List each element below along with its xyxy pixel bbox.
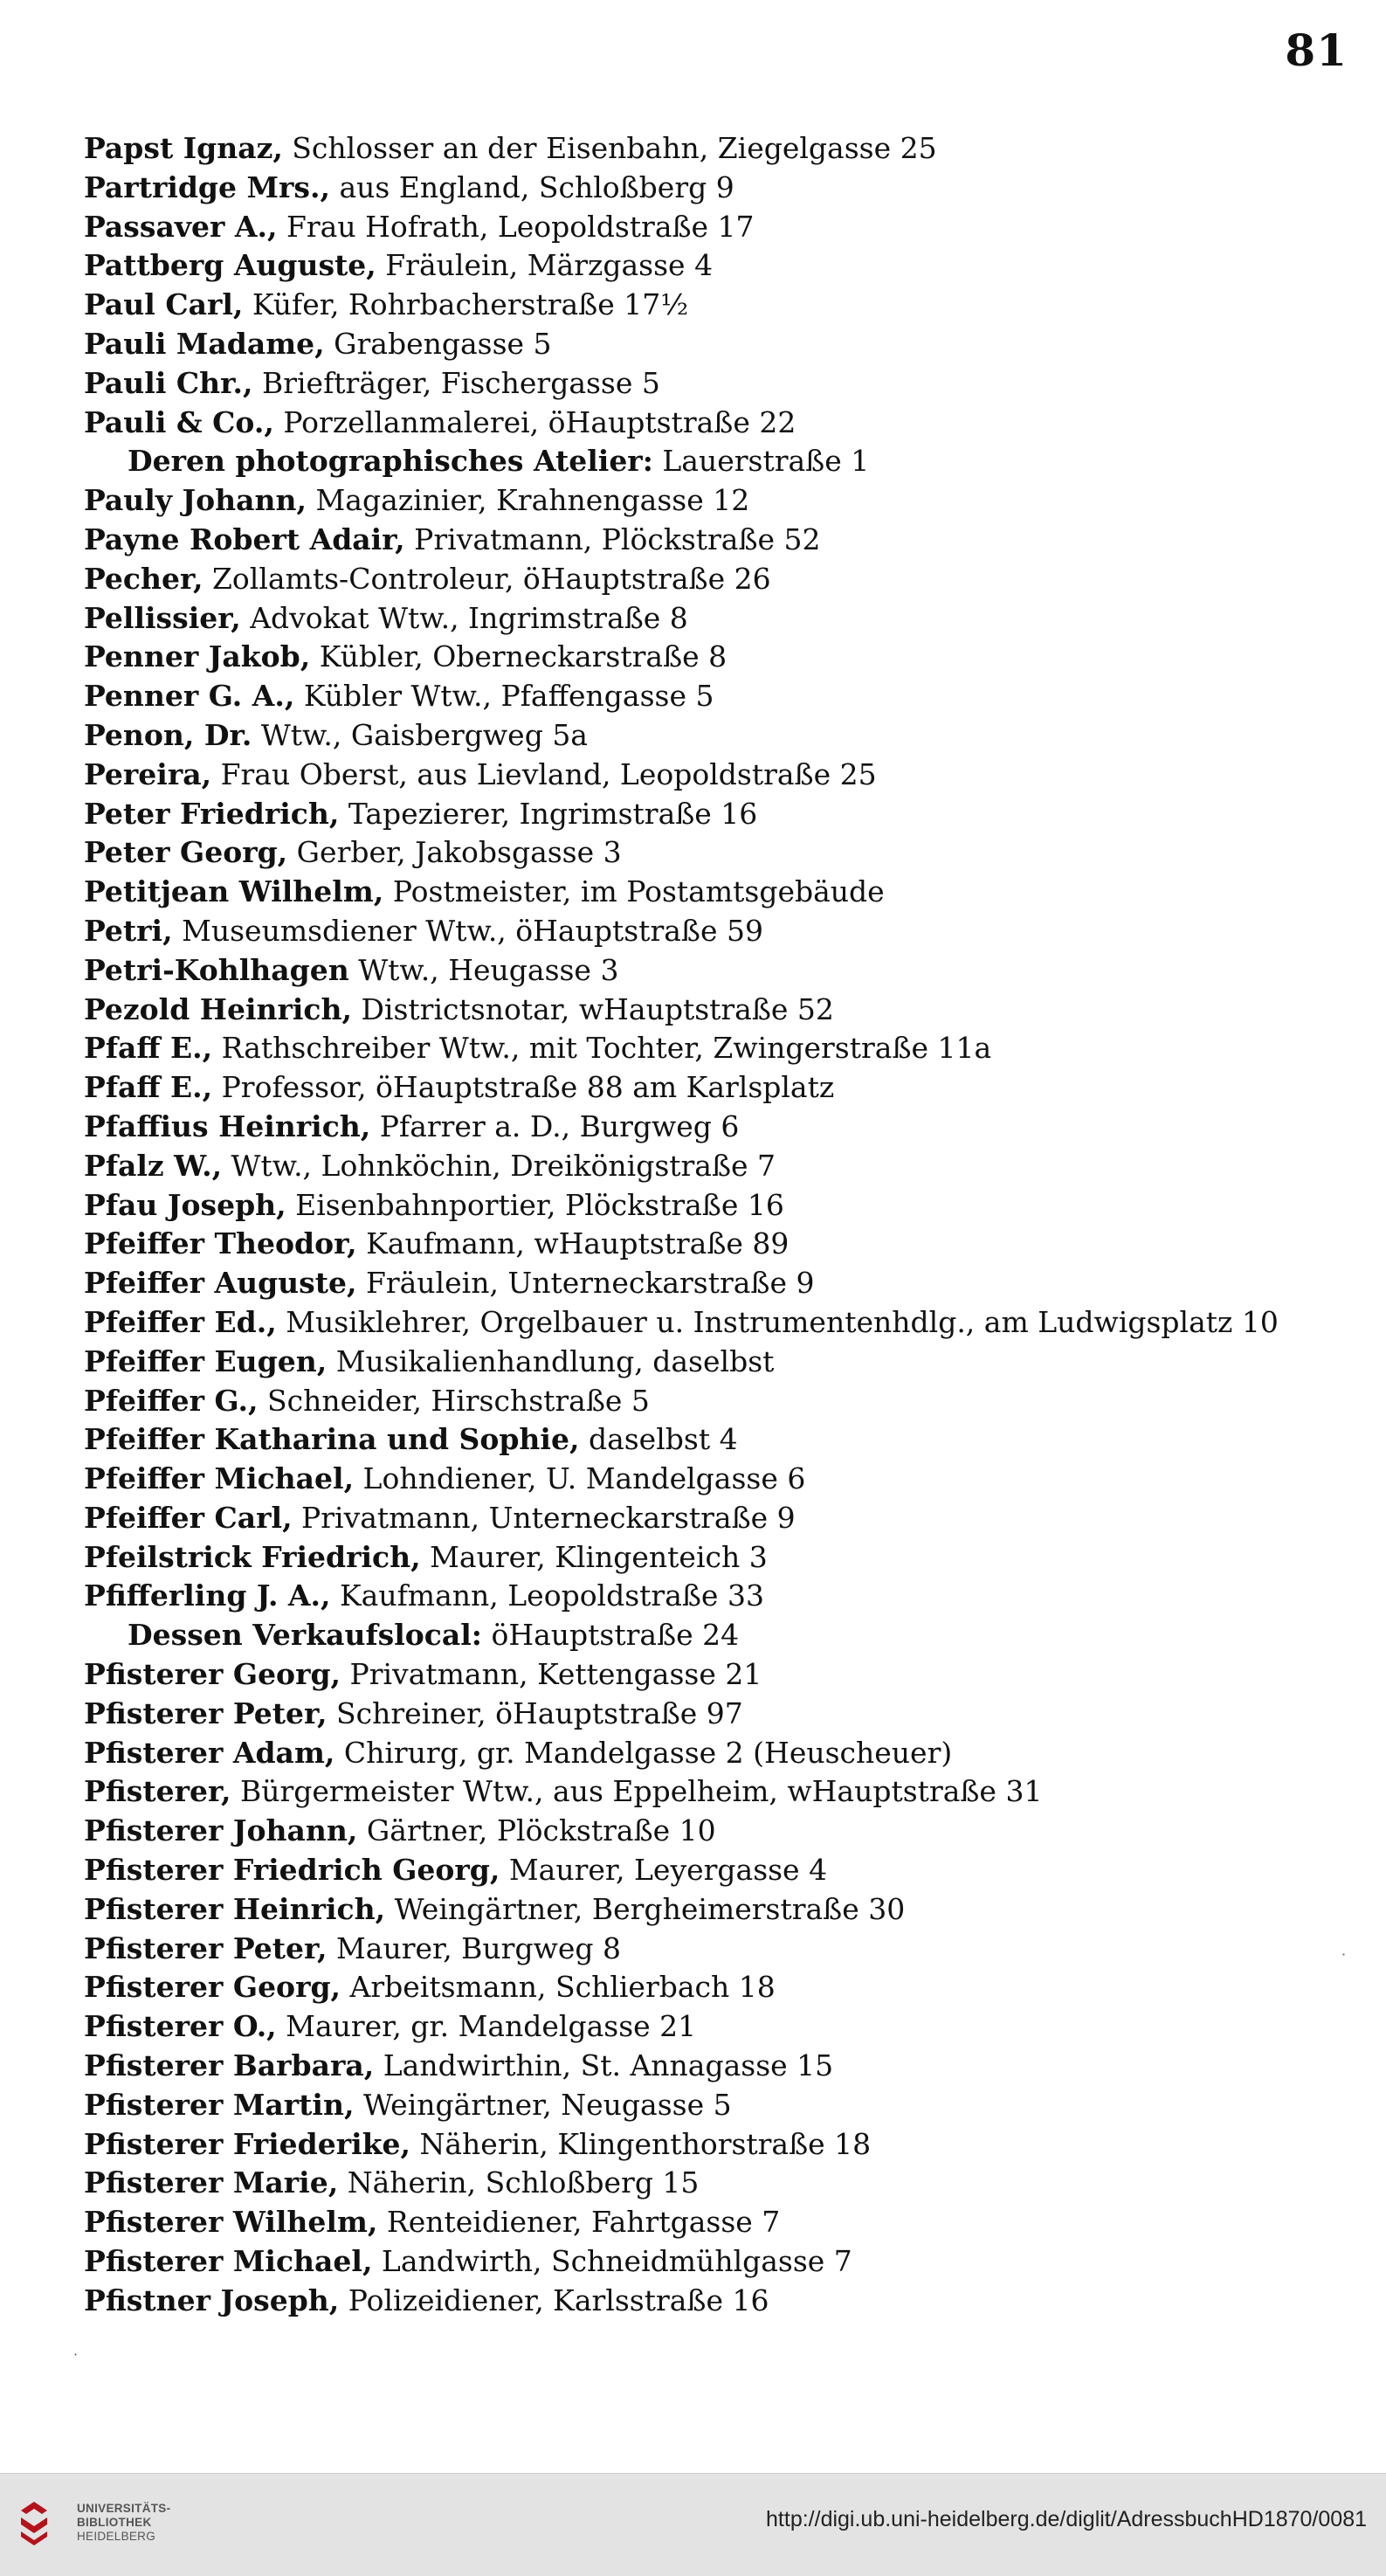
directory-entry <box>84 404 1360 443</box>
directory-entry <box>84 2125 1360 2165</box>
entry-name: Pauly Johann, <box>84 483 307 518</box>
university-library-logo-icon[interactable] <box>16 2498 52 2547</box>
entry-details: Gerber, Jakobsgasse 3 <box>287 835 622 870</box>
entry-name: Pfisterer Adam, <box>84 1735 335 1770</box>
directory-entry <box>84 1812 1360 1851</box>
entry-details: aus England, Schloßberg 9 <box>329 169 734 204</box>
entry-details: Schreiner, öHauptstraße 97 <box>327 1695 743 1730</box>
entry-name: Pfeiffer Michael, <box>84 1461 355 1496</box>
entry-details: Rathschreiber Wtw., mit Tochter, Zwingerstraße 11a <box>212 1031 992 1066</box>
library-name <box>77 2502 170 2544</box>
entry-name: Pfisterer Georg, <box>84 1657 341 1692</box>
entry-details: Chirurg, gr. Mandelgasse 2 (Heuscheuer) <box>334 1735 953 1770</box>
directory-entry <box>84 1303 1360 1343</box>
entry-name: Pfisterer Heinrich, <box>84 1891 386 1926</box>
directory-entry <box>84 2282 1360 2321</box>
entry-name: Partridge Mrs., <box>84 169 330 204</box>
directory-entry <box>84 1538 1360 1578</box>
directory-entry <box>84 2242 1360 2282</box>
entry-name: Pattberg Auguste, <box>84 248 376 283</box>
entry-details: Lauerstraße 1 <box>652 444 870 479</box>
entry-name: Pfeiffer Katharina und Sophie, <box>84 1422 580 1457</box>
entry-details: Weingärtner, Neugasse 5 <box>354 2087 732 2122</box>
directory-entry <box>84 1695 1360 1734</box>
entry-name: Payne Robert Adair, <box>84 521 405 556</box>
directory-entry <box>84 1029 1360 1068</box>
entry-name: Pfeiffer Ed., <box>84 1304 277 1339</box>
directory-entry <box>84 795 1360 834</box>
entry-name: Petri, <box>84 913 173 948</box>
entry-details: Kaufmann, Leopoldstraße 33 <box>330 1578 764 1613</box>
entry-name: Pfisterer, <box>84 1774 231 1809</box>
directory-entry <box>84 1343 1360 1382</box>
entry-details: Privatmann, Unterneckarstraße 9 <box>292 1500 796 1535</box>
entry-details: Polizeidiener, Karlsstraße 16 <box>339 2282 769 2317</box>
entry-name: Penner Jakob, <box>84 639 311 674</box>
directory-entry <box>84 286 1360 325</box>
entry-details: Näherin, Schloßberg 15 <box>338 2165 700 2200</box>
entry-details: Maurer, Burgweg 8 <box>327 1930 621 1965</box>
entry-name: Pfisterer Barbara, <box>84 2048 375 2083</box>
directory-entry <box>84 208 1360 247</box>
directory-entry <box>84 1499 1360 1538</box>
entry-name: Penner G. A., <box>84 679 295 714</box>
entry-name: Pfisterer Martin, <box>84 2087 355 2122</box>
entry-name: Papst Ignaz, <box>84 131 283 165</box>
entry-details: Schneider, Hirschstraße 5 <box>258 1383 650 1418</box>
entry-details: Postmeister, im Postamtsgebäude <box>383 874 885 909</box>
entry-name: Pereira, <box>84 756 212 791</box>
directory-entry <box>84 129 1360 169</box>
directory-entry <box>84 1186 1360 1226</box>
entry-name: Pfisterer Friederike, <box>84 2126 410 2161</box>
entry-name: Pfalz W., <box>84 1148 223 1183</box>
entry-name: Pauli & Co., <box>84 404 274 439</box>
directory-entry <box>84 1068 1360 1108</box>
entry-name: Pecher, <box>84 561 203 596</box>
entry-details: Maurer, Leyergasse 4 <box>500 1853 828 1888</box>
directory-entry <box>84 1460 1360 1499</box>
entry-details: Arbeitsmann, Schlierbach 18 <box>341 1970 776 2005</box>
entry-name: Paul Carl, <box>84 287 244 322</box>
directory-entry <box>84 1968 1360 2007</box>
entry-name: Pfaff E., <box>84 1070 213 1105</box>
directory-entry <box>84 1851 1360 1890</box>
entry-details: Wtw., Heugasse 3 <box>348 952 619 987</box>
entry-details: Wtw., Lohnköchin, Dreikönigstraße 7 <box>222 1148 776 1183</box>
directory-entry <box>84 756 1360 795</box>
entry-details: Kübler Wtw., Pfaffengasse 5 <box>294 679 714 714</box>
entry-details: Landwirthin, St. Annagasse 15 <box>374 2048 834 2083</box>
entry-name: Pauli Chr., <box>84 365 253 400</box>
entry-name: Penon, Dr. <box>84 717 252 752</box>
entry-details: Näherin, Klingenthorstraße 18 <box>410 2126 872 2161</box>
entry-name: Pfisterer Michael, <box>84 2244 373 2279</box>
entry-details: Privatmann, Plöckstraße 52 <box>404 521 821 556</box>
directory-entry <box>84 1772 1360 1812</box>
directory-entry <box>84 246 1360 286</box>
entry-name: Pfeiffer Eugen, <box>84 1343 328 1378</box>
directory-entry <box>84 1734 1360 1773</box>
directory-entry <box>84 991 1360 1030</box>
entry-name: Pfisterer Peter, <box>84 1695 328 1730</box>
entry-name: Pfeilstrick Friedrich, <box>84 1539 421 1574</box>
directory-sub-entry <box>84 442 1360 481</box>
entry-name: Pfisterer Wilhelm, <box>84 2205 378 2240</box>
directory-entry <box>84 2203 1360 2242</box>
directory-entry <box>84 833 1360 873</box>
margin-speck: · <box>1341 1946 1347 1963</box>
entry-name: Pfisterer Peter, <box>84 1930 328 1965</box>
directory-entry <box>84 1930 1360 1969</box>
entry-details: Professor, öHauptstraße 88 am Karlsplatz <box>212 1070 835 1105</box>
directory-entry <box>84 1147 1360 1186</box>
directory-entry <box>84 951 1360 991</box>
viewer-footer <box>0 2473 1386 2576</box>
entry-details: Küfer, Rohrbacherstraße 17½ <box>243 287 689 322</box>
directory-entry <box>84 2086 1360 2125</box>
entry-details: Kübler, Oberneckarstraße 8 <box>310 639 727 674</box>
directory-entry <box>84 677 1360 716</box>
directory-entry <box>84 1577 1360 1616</box>
entry-details: Kaufmann, wHauptstraße 89 <box>356 1226 790 1261</box>
entry-name: Pfifferling J. A., <box>84 1578 331 1613</box>
directory-entry <box>84 1382 1360 1421</box>
entry-details: Frau Oberst, aus Lievland, Leopoldstraße 25 <box>211 756 877 791</box>
entry-details: Maurer, Klingenteich 3 <box>420 1539 768 1574</box>
directory-entry <box>84 2164 1360 2203</box>
directory-entry <box>84 1108 1360 1147</box>
directory-entry <box>84 716 1360 756</box>
entry-details: Zollamts-Controleur, öHauptstraße 26 <box>203 561 771 596</box>
directory-entry <box>84 2047 1360 2086</box>
library-name-line3: HEIDELBERG <box>77 2530 156 2543</box>
directory-entry <box>84 1890 1360 1930</box>
entry-details: Lohndiener, U. Mandelgasse 6 <box>354 1461 806 1496</box>
entry-details: Grabengasse 5 <box>324 326 552 361</box>
entry-details: Pfarrer a. D., Burgweg 6 <box>370 1108 740 1143</box>
entry-name: Pfau Joseph, <box>84 1187 286 1222</box>
entry-name: Pfaffius Heinrich, <box>84 1108 371 1143</box>
entry-details: Bürgermeister Wtw., aus Eppelheim, wHauptstraße 31 <box>231 1774 1043 1809</box>
entry-name: Peter Georg, <box>84 835 288 870</box>
entry-details: Porzellanmalerei, öHauptstraße 22 <box>273 404 796 439</box>
entry-name: Petitjean Wilhelm, <box>84 874 384 909</box>
entry-name: Pellissier, <box>84 600 241 635</box>
directory-entry <box>84 1264 1360 1303</box>
entry-details: Eisenbahnportier, Plöckstraße 16 <box>286 1187 784 1222</box>
directory-entry <box>84 2007 1360 2047</box>
library-name-line2: BIBLIOTHEK <box>77 2516 152 2529</box>
entry-name: Pauli Madame, <box>84 326 325 361</box>
entry-name: Dessen Verkaufslocal: <box>128 1618 482 1653</box>
entry-details: Museumsdiener Wtw., öHauptstraße 59 <box>172 913 763 948</box>
entry-details: Weingärtner, Bergheimerstraße 30 <box>385 1891 906 1926</box>
entry-name: Pezold Heinrich, <box>84 991 352 1026</box>
directory-entries <box>84 129 1360 2321</box>
entry-name: Petri-Kohlhagen <box>84 952 349 987</box>
entry-name: Pfisterer Friedrich Georg, <box>84 1853 500 1888</box>
directory-entry <box>84 912 1360 951</box>
page-number: 81 <box>1285 24 1348 76</box>
directory-entry <box>84 169 1360 208</box>
entry-details: Frau Hofrath, Leopoldstraße 17 <box>277 209 755 244</box>
entry-name: Pfisterer Johann, <box>84 1813 358 1848</box>
directory-sub-entry <box>84 1616 1360 1655</box>
entry-name: Deren photographisches Atelier: <box>128 444 653 479</box>
entry-details: Renteidiener, Fahrtgasse 7 <box>377 2205 781 2240</box>
directory-entry <box>84 599 1360 639</box>
entry-name: Pfeiffer Carl, <box>84 1500 293 1535</box>
entry-details: daselbst 4 <box>579 1422 738 1457</box>
entry-name: Pfisterer Georg, <box>84 1970 341 2005</box>
entry-details: Briefträger, Fischergasse 5 <box>252 365 660 400</box>
directory-entry <box>84 638 1360 677</box>
entry-details: Wtw., Gaisbergweg 5a <box>252 717 588 752</box>
directory-entry <box>84 1655 1360 1695</box>
entry-details: Privatmann, Kettengasse 21 <box>341 1657 762 1692</box>
entry-details: Fräulein, Unterneckarstraße 9 <box>356 1266 815 1301</box>
entry-details: Tapezierer, Ingrimstraße 16 <box>339 796 758 831</box>
entry-name: Passaver A., <box>84 209 278 244</box>
entry-details: Fräulein, Märzgasse 4 <box>376 248 714 283</box>
entry-name: Pfeiffer Auguste, <box>84 1266 357 1301</box>
entry-name: Pfisterer O., <box>84 2009 277 2044</box>
entry-details: Gärtner, Plöckstraße 10 <box>357 1813 716 1848</box>
directory-entry <box>84 873 1360 912</box>
entry-name: Pfeiffer G., <box>84 1383 259 1418</box>
library-name-line1: UNIVERSITÄTS- <box>77 2502 171 2515</box>
directory-entry <box>84 521 1360 560</box>
entry-details: Musikalienhandlung, daselbst <box>327 1343 775 1378</box>
entry-details: Districtsnotar, wHauptstraße 52 <box>351 991 834 1026</box>
entry-details: Magazinier, Krahnengasse 12 <box>306 483 750 518</box>
entry-name: Pfisterer Marie, <box>84 2165 339 2200</box>
entry-name: Pfeiffer Theodor, <box>84 1226 357 1261</box>
entry-details: Landwirth, Schneidmühlgasse 7 <box>372 2244 852 2279</box>
directory-entry <box>84 1225 1360 1264</box>
entry-name: Pfaff E., <box>84 1031 213 1066</box>
directory-entry <box>84 481 1360 521</box>
entry-details: Advokat Wtw., Ingrimstraße 8 <box>240 600 688 635</box>
directory-entry <box>84 325 1360 364</box>
directory-entry <box>84 364 1360 404</box>
entry-details: Musiklehrer, Orgelbauer u. Instrumentenhdlg., am Ludwigsplatz 10 <box>276 1304 1279 1339</box>
entry-name: Pfistner Joseph, <box>84 2282 340 2317</box>
source-url[interactable]: http://digi.ub.uni-heidelberg.de/diglit/AdressbuchHD1870/0081 <box>766 2507 1367 2531</box>
directory-entry <box>84 560 1360 599</box>
entry-details: Maurer, gr. Mandelgasse 21 <box>276 2009 697 2044</box>
entry-details: öHauptstraße 24 <box>481 1618 740 1653</box>
entry-details: Schlosser an der Eisenbahn, Ziegelgasse 25 <box>282 131 937 165</box>
entry-name: Peter Friedrich, <box>84 796 340 831</box>
directory-entry <box>84 1420 1360 1460</box>
margin-speck: · <box>73 2346 79 2363</box>
